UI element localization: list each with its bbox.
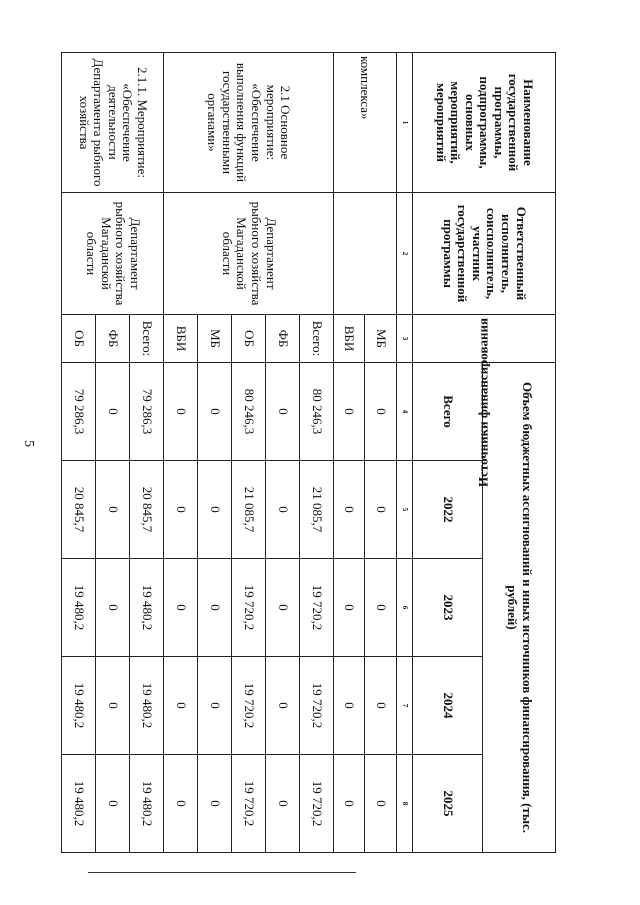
column-number: 4	[397, 363, 413, 461]
value-cell: 0	[164, 657, 198, 755]
value-cell: 0	[333, 363, 365, 461]
budget-table	[61, 52, 556, 853]
column-number: 8	[397, 755, 413, 853]
column-number: 1	[397, 53, 413, 193]
source-cell: МБ	[198, 315, 232, 363]
value-cell: 0	[96, 657, 130, 755]
value-cell: 0	[96, 559, 130, 657]
row-responsible-cell: Департамент рыбного хозяйства Магаданской области	[62, 193, 164, 315]
value-cell: 19 480,2	[130, 559, 164, 657]
header-total: Всего	[412, 363, 482, 461]
value-cell: 0	[333, 755, 365, 853]
value-cell: 80 246,3	[231, 363, 265, 461]
value-cell: 0	[333, 657, 365, 755]
value-cell: 19 720,2	[231, 755, 265, 853]
row-responsible-cell: Департамент рыбного хозяйства Магаданской области	[164, 193, 334, 315]
value-cell: 19 720,2	[231, 657, 265, 755]
table-row	[130, 53, 164, 853]
value-cell: 0	[96, 363, 130, 461]
value-cell: 79 286,3	[130, 363, 164, 461]
source-cell: МБ	[365, 315, 397, 363]
value-cell: 0	[164, 461, 198, 559]
rotated-table-container	[61, 52, 556, 852]
value-cell: 19 720,2	[299, 559, 333, 657]
value-cell: 0	[265, 363, 299, 461]
header-2023: 2023	[412, 559, 482, 657]
column-number: 6	[397, 559, 413, 657]
value-cell: 19 720,2	[299, 657, 333, 755]
value-cell: 0	[96, 755, 130, 853]
header-name: Наименование государственной программы, подпрограммы, основных мероприятий, мероприятий	[412, 53, 555, 193]
value-cell: 79 286,3	[62, 363, 96, 461]
source-cell: Всего:	[299, 315, 333, 363]
value-cell: 0	[265, 461, 299, 559]
value-cell: 0	[164, 559, 198, 657]
value-cell: 0	[198, 657, 232, 755]
column-number: 7	[397, 657, 413, 755]
value-cell: 21 085,7	[299, 461, 333, 559]
value-cell: 19 720,2	[231, 559, 265, 657]
header-volume: Объем бюджетных ассигнований и иных источников финансирования, (тыс. рублей)	[483, 363, 556, 853]
value-cell: 0	[265, 657, 299, 755]
value-cell: 19 480,2	[130, 755, 164, 853]
column-number-row	[397, 53, 413, 853]
source-cell: ВБИ	[333, 315, 365, 363]
source-cell: ФБ	[96, 315, 130, 363]
header-2022: 2022	[412, 461, 482, 559]
header-source-label: Источники финансирования	[475, 318, 491, 487]
source-cell: ВБИ	[164, 315, 198, 363]
footer-divider	[88, 872, 356, 873]
row-responsible-cell	[333, 193, 396, 315]
value-cell: 0	[365, 461, 397, 559]
value-cell: 0	[198, 755, 232, 853]
value-cell: 19 720,2	[299, 755, 333, 853]
value-cell: 0	[333, 461, 365, 559]
row-name-cell: комплекса»	[333, 53, 396, 193]
column-number: 2	[397, 193, 413, 315]
value-cell: 0	[164, 363, 198, 461]
value-cell: 20 845,7	[62, 461, 96, 559]
value-cell: 20 845,7	[130, 461, 164, 559]
header-2025: 2025	[412, 755, 482, 853]
value-cell: 19 480,2	[62, 657, 96, 755]
row-name-cell: 2.1 Основное мероприятие: «Обеспечение выполнения функций государственными органами»	[164, 53, 334, 193]
source-cell: ОБ	[62, 315, 96, 363]
value-cell: 0	[164, 755, 198, 853]
value-cell: 21 085,7	[231, 461, 265, 559]
value-cell: 0	[365, 363, 397, 461]
source-cell: ФБ	[265, 315, 299, 363]
column-number: 5	[397, 461, 413, 559]
source-cell: Всего:	[130, 315, 164, 363]
value-cell: 0	[265, 755, 299, 853]
value-cell: 19 480,2	[62, 559, 96, 657]
column-number: 3	[397, 315, 413, 363]
table-row	[299, 53, 333, 853]
row-name-cell: 2.1.1. Мероприятие: «Обеспечение деятельности Департамента рыбного хозяйства	[62, 53, 164, 193]
value-cell: 0	[365, 559, 397, 657]
value-cell: 0	[198, 363, 232, 461]
table-row	[365, 53, 397, 853]
source-cell: ОБ	[231, 315, 265, 363]
value-cell: 0	[198, 559, 232, 657]
value-cell: 0	[333, 559, 365, 657]
value-cell: 0	[198, 461, 232, 559]
value-cell: 0	[365, 657, 397, 755]
header-responsible: Ответственный исполнитель, соисполнитель, участник государственной программы	[412, 193, 555, 315]
value-cell: 19 480,2	[130, 657, 164, 755]
page-number: 5	[21, 440, 36, 447]
value-cell: 0	[265, 559, 299, 657]
value-cell: 19 480,2	[62, 755, 96, 853]
header-2024: 2024	[412, 657, 482, 755]
value-cell: 80 246,3	[299, 363, 333, 461]
value-cell: 0	[96, 461, 130, 559]
value-cell: 0	[365, 755, 397, 853]
